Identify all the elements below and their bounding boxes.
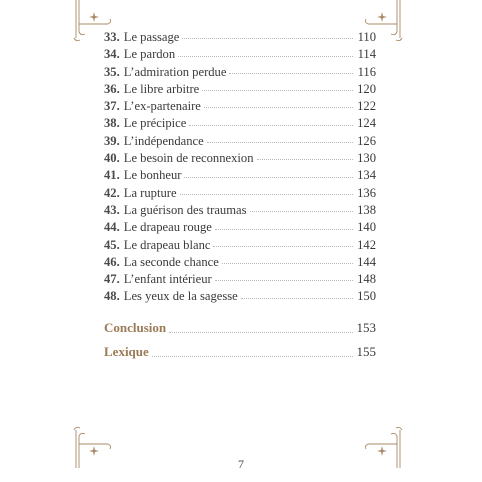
toc-entry-page: 116: [357, 64, 376, 79]
dot-leader: [169, 332, 353, 333]
toc-entry[interactable]: [104, 219, 376, 236]
section-spacer: [104, 306, 376, 316]
toc-entry-number: 44.: [104, 220, 120, 235]
dot-leader: [207, 142, 353, 143]
toc-entry-page: 142: [357, 237, 376, 252]
toc-entry[interactable]: [104, 81, 376, 98]
toc-entry[interactable]: [104, 271, 376, 288]
toc-section-conclusion[interactable]: [104, 316, 376, 340]
toc-entry[interactable]: [104, 288, 376, 305]
toc-entry-title: La guérison des traumas: [123, 202, 247, 217]
toc-section-page: 153: [356, 319, 376, 335]
toc-entry-page: 114: [357, 47, 376, 62]
toc-entry-number: 36.: [104, 81, 120, 96]
toc-entry-page: 126: [357, 133, 376, 148]
toc-entry-page: 136: [357, 185, 376, 200]
toc-entry-number: 45.: [104, 237, 120, 252]
dot-leader: [182, 38, 353, 39]
toc-section-title: Lexique: [104, 343, 149, 359]
dot-leader: [204, 107, 353, 108]
dot-leader: [189, 125, 353, 126]
toc-entry-title: Le drapeau rouge: [123, 220, 212, 235]
dot-leader: [180, 194, 353, 195]
dot-leader: [241, 298, 353, 299]
toc-entry[interactable]: [104, 254, 376, 271]
toc-entry-page: 130: [357, 151, 376, 166]
toc-entry-page: 150: [357, 289, 376, 304]
toc-entry-page: 140: [357, 220, 376, 235]
dot-leader: [152, 356, 353, 357]
toc-entry[interactable]: [104, 133, 376, 150]
dot-leader: [250, 211, 353, 212]
toc-entry-number: 35.: [104, 64, 120, 79]
toc-entry-number: 43.: [104, 202, 120, 217]
dot-leader: [178, 56, 353, 57]
page-number: 7: [238, 457, 244, 471]
toc-entry-number: 40.: [104, 151, 120, 166]
toc-entry-page: 120: [357, 81, 376, 96]
toc-entry[interactable]: [104, 29, 376, 46]
toc-entry-title: L’indépendance: [123, 133, 204, 148]
toc-entry[interactable]: [104, 64, 376, 81]
toc-entry-page: 122: [357, 99, 376, 114]
toc-entry[interactable]: [104, 98, 376, 115]
dot-leader: [257, 159, 354, 160]
toc-entry-page: 124: [357, 116, 376, 131]
toc-entry[interactable]: [104, 46, 376, 63]
toc-entry[interactable]: [104, 202, 376, 219]
toc-entry-number: 38.: [104, 116, 120, 131]
dot-leader: [213, 246, 353, 247]
toc-section-title: Conclusion: [104, 319, 167, 335]
toc-entry-number: 34.: [104, 47, 120, 62]
toc-entry-page: 138: [357, 202, 376, 217]
toc-entry-number: 41.: [104, 168, 120, 183]
toc-entry-page: 134: [357, 168, 376, 183]
toc-entry-title: Le passage: [123, 30, 180, 44]
toc-entry-title: L’ex-partenaire: [123, 99, 201, 114]
toc-entry-page: 110: [357, 30, 376, 44]
toc-entry-title: Les yeux de la sagesse: [123, 289, 238, 304]
toc-entry-number: 39.: [104, 133, 120, 148]
dot-leader: [229, 73, 353, 74]
toc-entry-title: Le drapeau blanc: [123, 237, 211, 252]
toc-section-lexique[interactable]: [104, 340, 376, 364]
dot-leader: [222, 263, 353, 264]
toc-entry-title: L’enfant intérieur: [123, 272, 212, 287]
toc-entry-number: 42.: [104, 185, 120, 200]
toc-entry-title: Le libre arbitre: [123, 81, 200, 96]
toc-entry-title: La rupture: [123, 185, 177, 200]
toc-entry-number: 46.: [104, 254, 120, 269]
table-of-contents: [104, 29, 376, 364]
toc-entry[interactable]: [104, 115, 376, 132]
dot-leader: [215, 229, 353, 230]
toc-entry-number: 47.: [104, 272, 120, 287]
toc-entry-number: 37.: [104, 99, 120, 114]
dot-leader: [202, 90, 353, 91]
toc-entry[interactable]: [104, 185, 376, 202]
toc-entry-title: Le besoin de reconnexion: [123, 151, 254, 166]
toc-entry-number: 48.: [104, 289, 120, 304]
toc-entry-number: 33.: [104, 30, 120, 44]
toc-entry-title: L’admiration perdue: [123, 64, 227, 79]
toc-entry-title: Le bonheur: [123, 168, 182, 183]
dot-leader: [215, 280, 353, 281]
toc-entry-title: La seconde chance: [123, 254, 219, 269]
toc-entry-title: Le pardon: [123, 47, 176, 62]
toc-section-page: 155: [356, 343, 376, 359]
toc-entry[interactable]: [104, 167, 376, 184]
toc-entry-page: 144: [357, 254, 376, 269]
toc-entry[interactable]: [104, 237, 376, 254]
toc-entry[interactable]: [104, 150, 376, 167]
toc-entry-title: Le précipice: [123, 116, 187, 131]
toc-entry-page: 148: [357, 272, 376, 287]
dot-leader: [184, 177, 353, 178]
